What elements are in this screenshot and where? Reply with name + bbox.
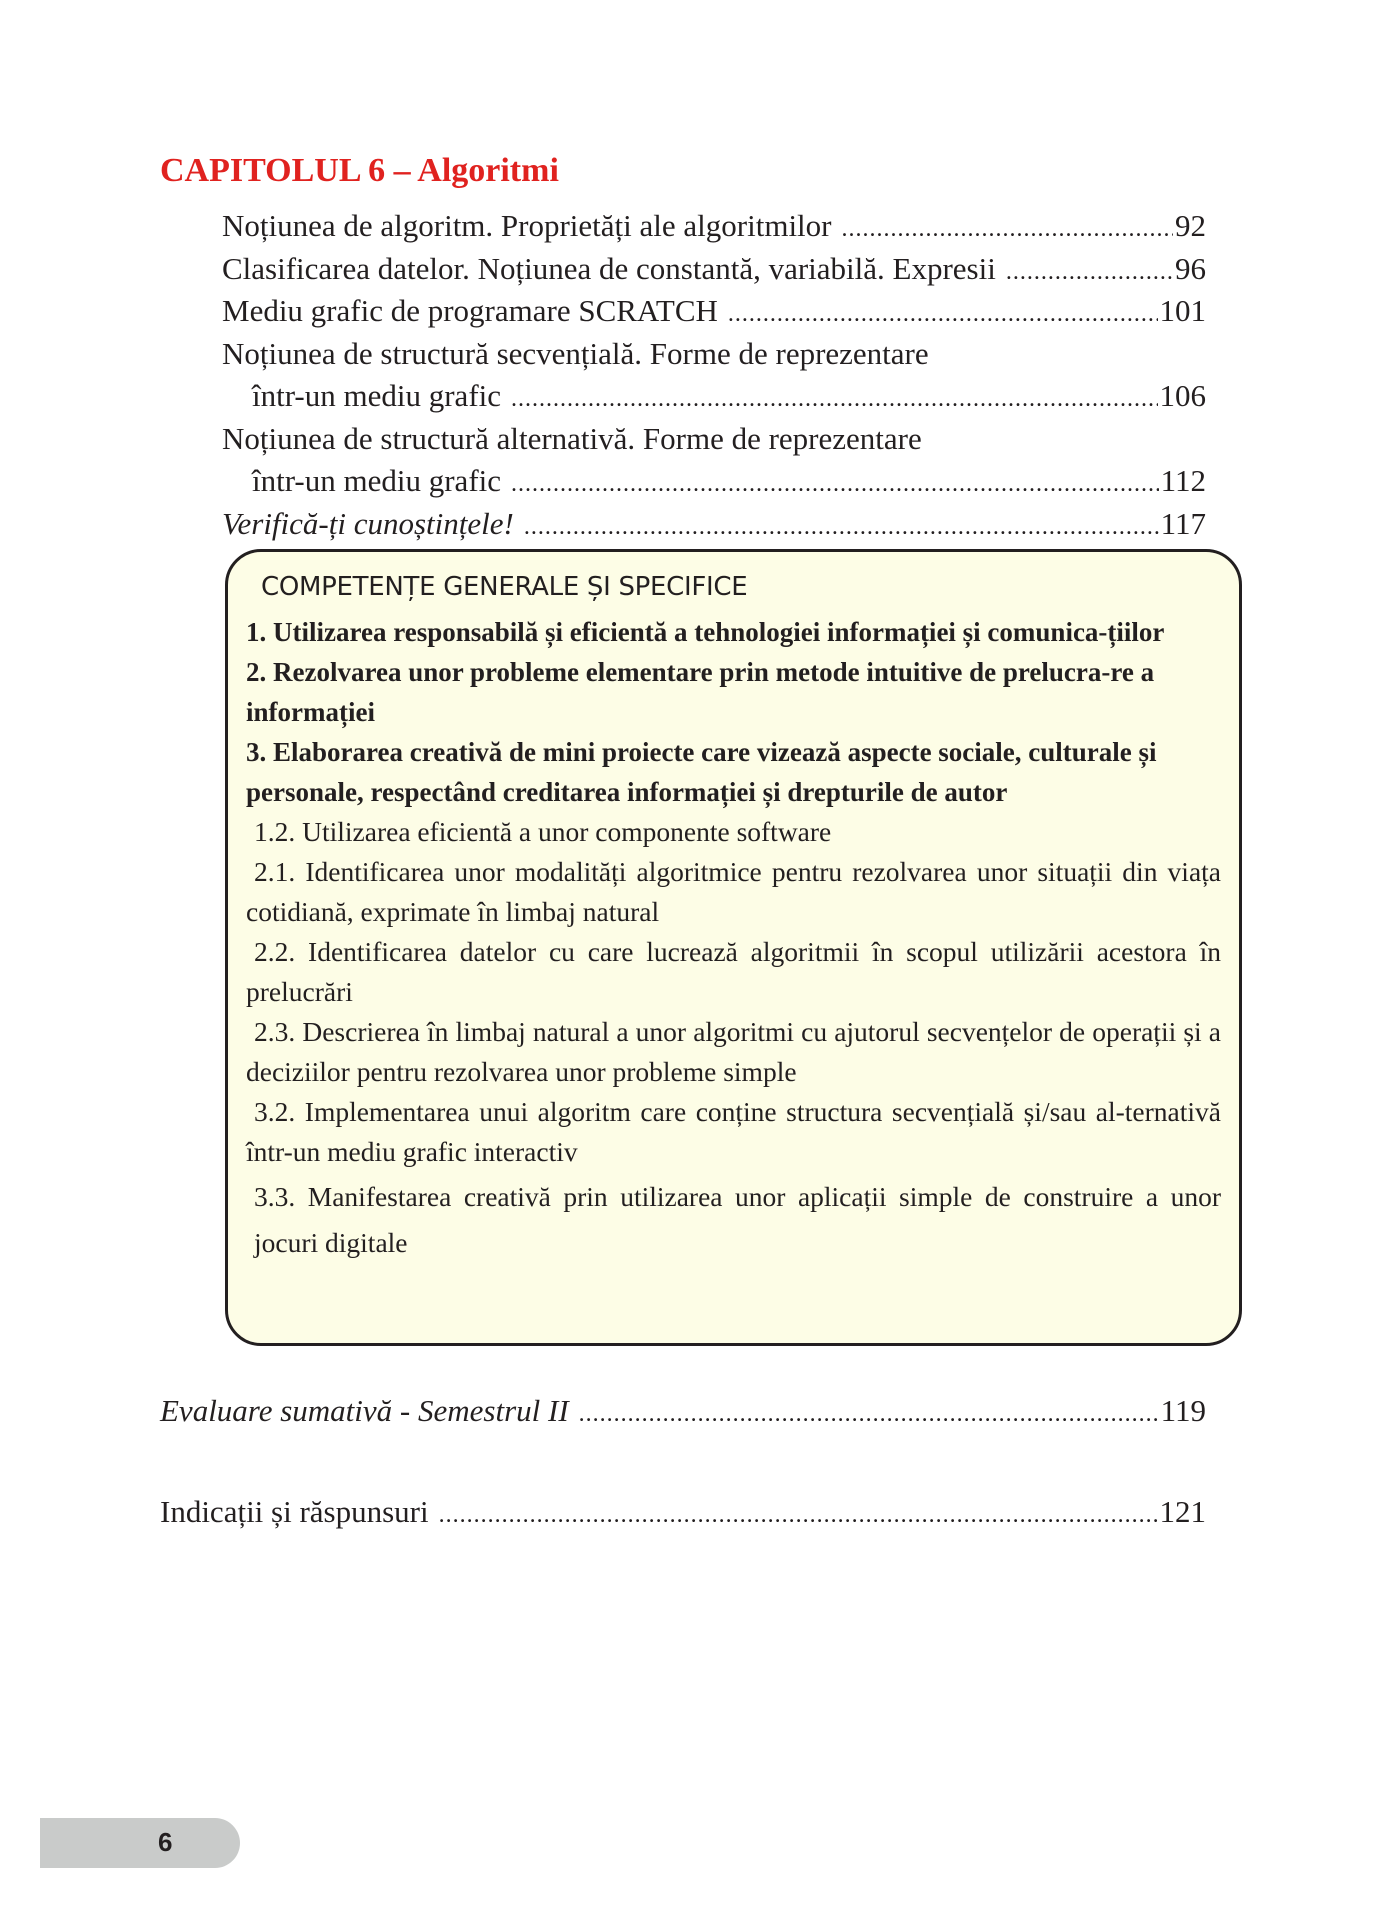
toc-entry-title: Mediu grafic de programare SCRATCH bbox=[222, 293, 718, 328]
page-number: 6 bbox=[158, 1827, 173, 1857]
toc-entry[interactable] bbox=[222, 248, 1206, 291]
competenta-generala: 1. Utilizarea responsabilă și eficientă a tehnologiei informației și comunica-țiilor bbox=[246, 617, 1165, 647]
toc-page-number: 92 bbox=[1175, 208, 1206, 243]
toc-page-number: 112 bbox=[1160, 463, 1206, 498]
competenta-specifica bbox=[246, 1012, 1221, 1092]
competenta-specifica bbox=[246, 932, 1221, 1012]
toc-page-number: 121 bbox=[1159, 1494, 1206, 1529]
competenta-specifica-text: 2.1. Identificarea unor modalități algoritmice pentru rezolvarea unor situații din viața cotidiană, exprimate în limbaj natural bbox=[246, 856, 1221, 927]
toc-page-number: 106 bbox=[1159, 378, 1206, 413]
toc-page-number: 101 bbox=[1159, 293, 1206, 328]
toc-entry-title: Evaluare sumativă - Semestrul II bbox=[160, 1393, 569, 1428]
toc-entry-title[interactable]: Noțiunea de structură alternativă. Forme de reprezentare bbox=[222, 420, 922, 456]
competenta-specifica-text: 2.2. Identificarea datelor cu care lucrează algoritmii în scopul utilizării acestora în prelucrări bbox=[246, 936, 1221, 1007]
toc-entry-indicatii[interactable] bbox=[160, 1494, 1206, 1530]
dot-leader bbox=[728, 293, 1158, 336]
toc-page-number: 96 bbox=[1175, 250, 1206, 286]
competenta-specifica-text: 1.2. Utilizarea eficientă a unor componente software bbox=[254, 816, 832, 847]
chapter-title: CAPITOLUL 6 – Algoritmi bbox=[160, 152, 559, 189]
dot-leader bbox=[439, 1502, 1158, 1529]
toc-entry[interactable] bbox=[222, 460, 1206, 503]
competenta-specifica: 3.3. Manifestarea creativă prin utilizarea unor aplicații simple de construire a unor jocuri digitale bbox=[254, 1181, 1221, 1258]
dot-leader bbox=[511, 378, 1157, 421]
dot-leader bbox=[511, 463, 1159, 506]
competenta-specifica bbox=[246, 852, 1221, 932]
competenta-specifica bbox=[246, 812, 1221, 852]
competenta-specifica-text: 2.3. Descrierea în limbaj natural a unor algoritmi cu ajutorul secvențelor de operații și a deciziilor pentru rezolvarea unor probleme simple bbox=[246, 1016, 1221, 1087]
toc-entry-continuation: într-un mediu grafic bbox=[252, 378, 502, 413]
dot-leader bbox=[579, 1401, 1159, 1428]
toc-page-number: 117 bbox=[1160, 505, 1206, 541]
competenta-specifica bbox=[246, 1092, 1221, 1172]
toc-entry-title: Indicații și răspunsuri bbox=[160, 1494, 429, 1529]
toc-entry-continuation: într-un mediu grafic bbox=[252, 463, 502, 498]
toc-entry-title[interactable]: Noțiunea de structură secvențială. Forme de reprezentare bbox=[222, 335, 929, 371]
toc-entry-title: Verifică-ți cunoștințele! bbox=[222, 505, 514, 541]
page-number-tab bbox=[40, 1818, 240, 1868]
toc-entry[interactable] bbox=[222, 375, 1206, 418]
dot-leader bbox=[842, 208, 1174, 251]
toc-entry[interactable] bbox=[222, 290, 1206, 333]
toc-entry[interactable] bbox=[222, 205, 1206, 248]
competente-title: COMPETENȚE GENERALE ȘI SPECIFICE bbox=[261, 572, 748, 602]
toc-page-number: 119 bbox=[1160, 1393, 1206, 1428]
toc-entry-title: Clasificarea datelor. Noțiunea de constantă, variabilă. Expresii bbox=[222, 250, 996, 286]
dot-leader bbox=[1006, 251, 1173, 294]
table-of-contents bbox=[222, 205, 1206, 545]
toc-entry[interactable] bbox=[222, 503, 1206, 546]
toc-entry-title: Noțiunea de algoritm. Proprietăți ale algoritmilor bbox=[222, 208, 832, 243]
competenta-generala: 3. Elaborarea creativă de mini proiecte care vizează aspecte sociale, culturale și personale, respectând creditarea informației și drepturile de autor bbox=[246, 737, 1157, 807]
competenta-specifica-text: 3.2. Implementarea unui algoritm care conține structura secvențială și/sau al-ternativă într-un mediu grafic interactiv bbox=[246, 1096, 1221, 1167]
competenta-generala: 2. Rezolvarea unor probleme elementare prin metode intuitive de prelucra-re a informației bbox=[246, 657, 1155, 727]
toc-entry-evaluare[interactable] bbox=[160, 1393, 1206, 1429]
dot-leader bbox=[524, 506, 1159, 549]
competente-box bbox=[225, 549, 1242, 1346]
